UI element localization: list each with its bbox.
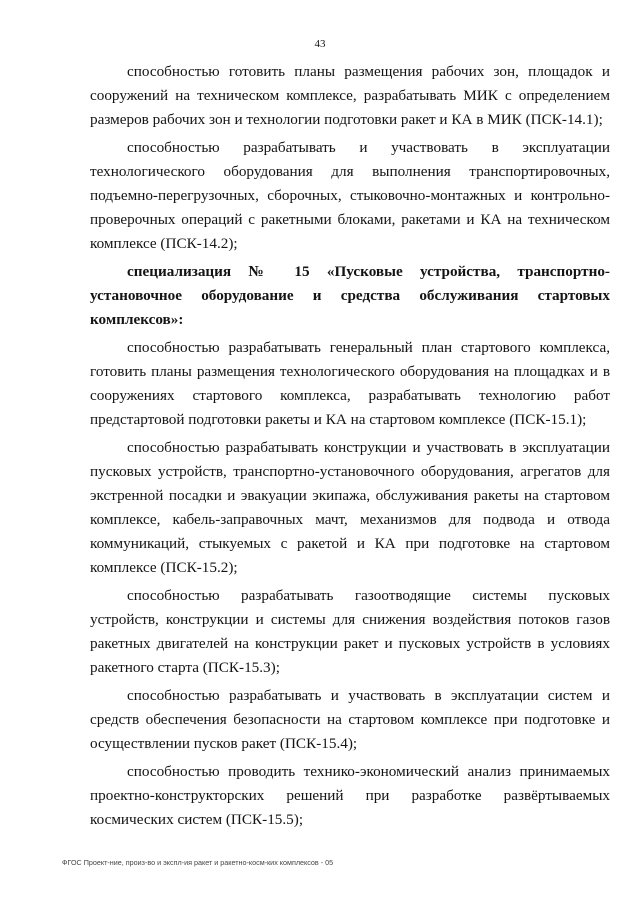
paragraph-psk-15-2: способностью разрабатывать конструкции и участвовать в эксплуатации пусковых устройств, транспортно-установочного оборудования, агрегатов для экстренной посадки и эвакуации экипажа, обслуживания ракеты на стартовом комплексе, кабель-заправочных мачт, механизмов для подвода и отвода коммуникаций, стыкуемых с ракетой и КА при подготовке на стартовом комплексе (ПСК-15.2); (90, 439, 610, 576)
paragraph-psk-15-4: способностью разрабатывать и участвовать в эксплуатации систем и средств обеспечения безопасности на стартовом комплексе при подготовке и осуществлении пусков ракет (ПСК-15.4); (90, 687, 610, 752)
paragraph-psk-15-5: способностью проводить технико-экономический анализ принимаемых проектно-конструкторских решений при разработке развёртываемых космических систем (ПСК-15.5); (90, 763, 610, 828)
body-text (90, 60, 610, 836)
paragraph-psk-15-1: способностью разрабатывать генеральный план стартового комплекса, готовить планы размещения технологического оборудования на площадках и в сооружениях стартового комплекса, разрабатывать технологию работ предстартовой подготовки ракеты и КА на стартовом комплексе (ПСК-15.1); (90, 339, 610, 428)
paragraph-psk-14-1: способностью готовить планы размещения рабочих зон, площадок и сооружений на техническом комплексе, разрабатывать МИК с определением размеров рабочих зон и технологии подготовки ракет и КА в МИК (ПСК-14.1); (90, 63, 610, 128)
page-number: 43 (314, 38, 326, 50)
specialization-heading: специализация № 15 «Пусковые устройства, транспортно-установочное оборудование и средства обслуживания стартовых комплексов»: (90, 263, 610, 328)
paragraph-psk-15-3: способностью разрабатывать газоотводящие системы пусковых устройств, конструкции и системы для снижения воздействия потоков газов ракетных двигателей на конструкции ракет и пусковых устройств в условиях ракетного старта (ПСК-15.3); (90, 587, 610, 676)
page-footer: ФГОС Проект-ние, произ-во и экспл-ия ракет и ракетно-косм-ких комплексов - 05 (62, 858, 334, 867)
paragraph-psk-14-2: способностью разрабатывать и участвовать в эксплуатации технологического оборудования для выполнения транспортировочных, подъемно-перегрузочных, сборочных, стыковочно-монтажных и контрольно-проверочных операций с ракетными блоками, ракетами и КА на техническом комплексе (ПСК-14.2); (90, 139, 610, 252)
